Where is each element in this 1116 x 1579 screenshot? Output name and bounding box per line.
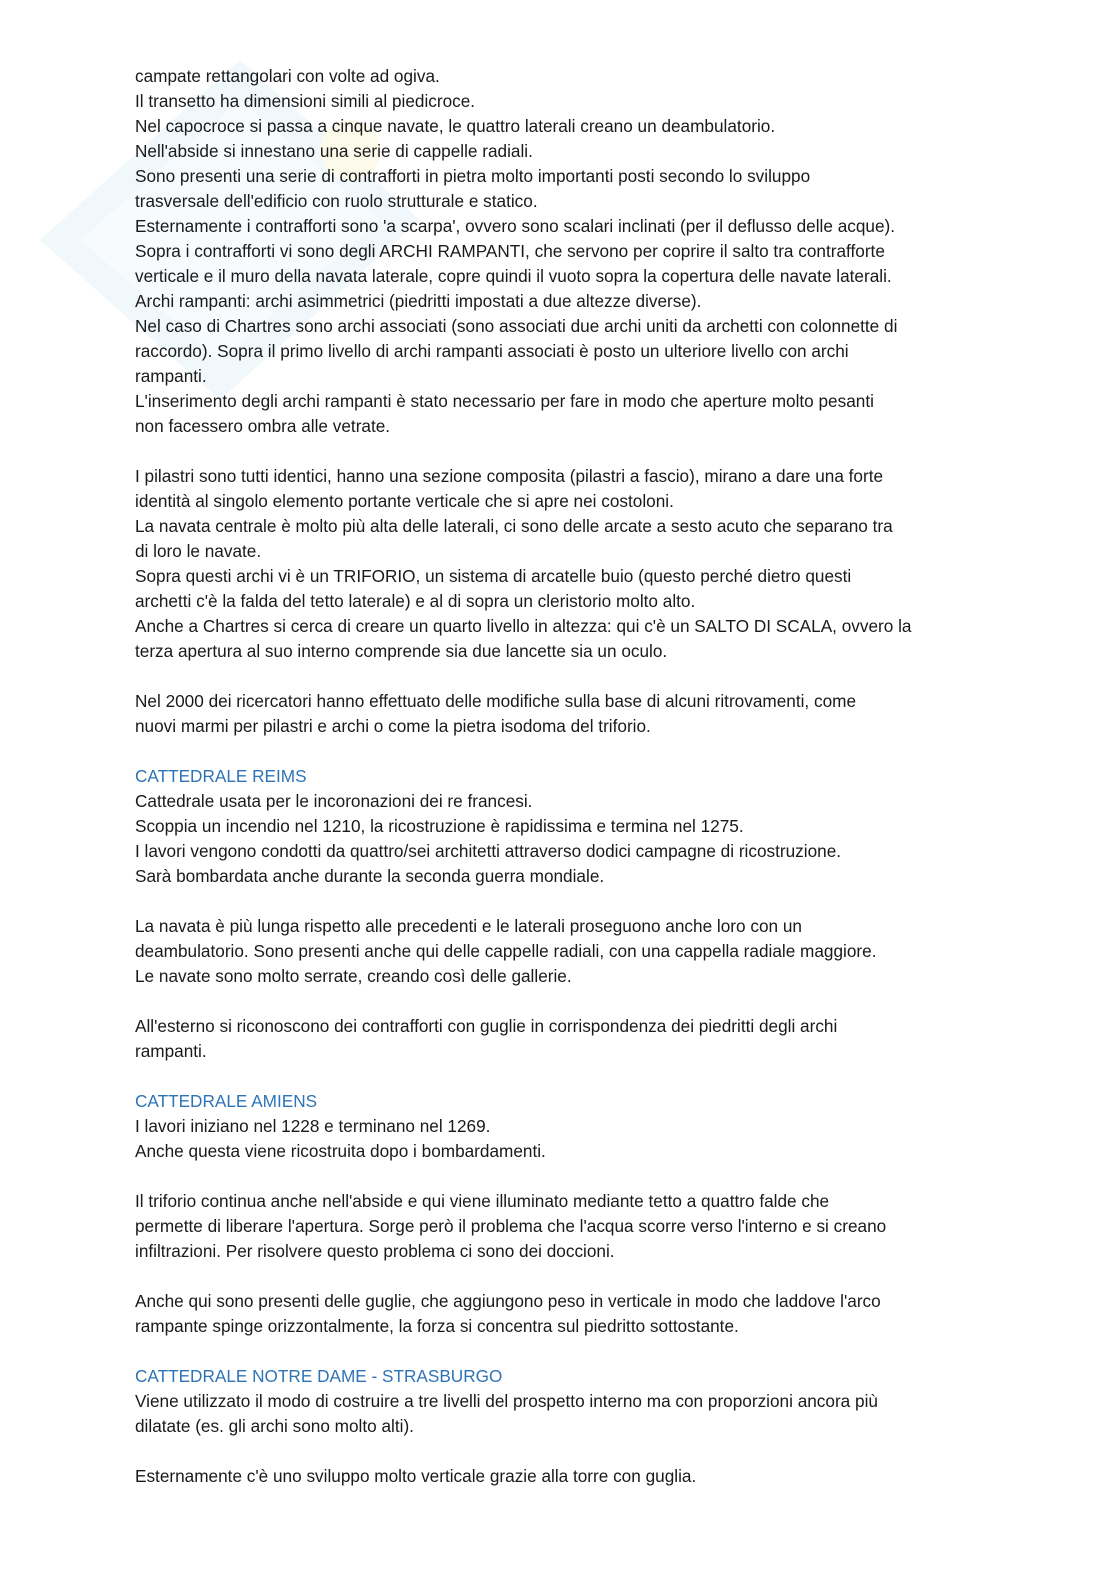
text-line: Nel 2000 dei ricercatori hanno effettuato delle modifiche sulla base di alcuni ritrovamenti, come xyxy=(135,691,857,711)
text-line: raccordo). Sopra il primo livello di archi rampanti associati è posto un ulteriore livello con archi xyxy=(135,341,849,361)
section-heading-reims: CATTEDRALE REIMS xyxy=(135,766,307,786)
text-line: nuovi marmi per pilastri e archi o come la pietra isodoma del triforio. xyxy=(135,716,651,736)
paragraph-gap xyxy=(135,1439,985,1464)
text-line: I pilastri sono tutti identici, hanno una sezione composita (pilastri a fascio), mirano a dare una forte xyxy=(135,466,884,486)
reims-section xyxy=(135,764,985,1064)
section-heading-strasburgo: CATTEDRALE NOTRE DAME - STRASBURGO xyxy=(135,1366,503,1386)
paragraph-gap xyxy=(135,1164,985,1189)
text-line: terza apertura al suo interno comprende sia due lancette sia un oculo. xyxy=(135,641,668,661)
restauro-paragraph xyxy=(135,689,985,739)
text-line: campate rettangolari con volte ad ogiva. xyxy=(135,66,440,86)
text-line: infiltrazioni. Per risolvere questo problema ci sono dei doccioni. xyxy=(135,1241,615,1261)
text-line: rampante spinge orizzontalmente, la forza si concentra sul piedritto sottostante. xyxy=(135,1316,739,1336)
paragraph-gap xyxy=(135,739,985,764)
text-line: Viene utilizzato il modo di costruire a tre livelli del prospetto interno ma con proporzioni ancora più xyxy=(135,1391,878,1411)
section-heading-amiens: CATTEDRALE AMIENS xyxy=(135,1091,318,1111)
text-line: archetti c'è la falda del tetto laterale) e al di sopra un cleristorio molto alto. xyxy=(135,591,696,611)
amiens-section xyxy=(135,1089,985,1339)
text-line: Nell'abside si innestano una serie di cappelle radiali. xyxy=(135,141,533,161)
text-line: L'inserimento degli archi rampanti è stato necessario per fare in modo che aperture molto pesanti xyxy=(135,391,874,411)
text-line: Anche a Chartres si cerca di creare un quarto livello in altezza: qui c'è un SALTO DI SCALA, ovvero la xyxy=(135,616,912,636)
text-line: La navata è più lunga rispetto alle precedenti e le laterali proseguono anche loro con un xyxy=(135,916,802,936)
text-line: Sarà bombardata anche durante la seconda guerra mondiale. xyxy=(135,866,605,886)
pilastri-paragraph xyxy=(135,464,985,664)
text-line: trasversale dell'edificio con ruolo strutturale e statico. xyxy=(135,191,538,211)
paragraph-gap xyxy=(135,439,985,464)
text-line: verticale e il muro della navata laterale, copre quindi il vuoto sopra la copertura delle navate laterali. xyxy=(135,266,892,286)
text-line: La navata centrale è molto più alta delle laterali, ci sono delle arcate a sesto acuto che separano tra xyxy=(135,516,893,536)
text-line: Le navate sono molto serrate, creando così delle gallerie. xyxy=(135,966,572,986)
strasburgo-section xyxy=(135,1364,985,1489)
text-line: Nel capocroce si passa a cinque navate, le quattro laterali creano un deambulatorio. xyxy=(135,116,776,136)
text-line: Scoppia un incendio nel 1210, la ricostruzione è rapidissima e termina nel 1275. xyxy=(135,816,744,836)
intro-block xyxy=(135,64,985,439)
text-line: I lavori vengono condotti da quattro/sei architetti attraverso dodici campagne di ricostruzione. xyxy=(135,841,842,861)
text-line: I lavori iniziano nel 1228 e terminano nel 1269. xyxy=(135,1116,491,1136)
paragraph-gap xyxy=(135,889,985,914)
text-line: Esternamente c'è uno sviluppo molto verticale grazie alla torre con guglia. xyxy=(135,1466,697,1486)
text-line: non facessero ombra alle vetrate. xyxy=(135,416,391,436)
text-line: dilatate (es. gli archi sono molto alti). xyxy=(135,1416,414,1436)
document-body xyxy=(135,64,985,1489)
text-line: Il transetto ha dimensioni simili al piedicroce. xyxy=(135,91,476,111)
paragraph-gap xyxy=(135,989,985,1014)
text-line: Anche qui sono presenti delle guglie, che aggiungono peso in verticale in modo che laddove l'arco xyxy=(135,1291,881,1311)
text-line: deambulatorio. Sono presenti anche qui delle cappelle radiali, con una cappella radiale maggiore. xyxy=(135,941,877,961)
text-line: permette di liberare l'apertura. Sorge però il problema che l'acqua scorre verso l'interno e si creano xyxy=(135,1216,887,1236)
text-line: Sopra i contrafforti vi sono degli ARCHI RAMPANTI, che servono per coprire il salto tra contrafforte xyxy=(135,241,885,261)
text-line: rampanti. xyxy=(135,1041,207,1061)
paragraph-gap xyxy=(135,1339,985,1364)
text-line: identità al singolo elemento portante verticale che si apre nei costoloni. xyxy=(135,491,674,511)
paragraph-gap xyxy=(135,1064,985,1089)
text-line: Archi rampanti: archi asimmetrici (piedritti impostati a due altezze diverse). xyxy=(135,291,702,311)
text-line: di loro le navate. xyxy=(135,541,262,561)
paragraph-gap xyxy=(135,1264,985,1289)
text-line: Anche questa viene ricostruita dopo i bombardamenti. xyxy=(135,1141,546,1161)
text-line: rampanti. xyxy=(135,366,207,386)
text-line: Esternamente i contrafforti sono 'a scarpa', ovvero sono scalari inclinati (per il deflusso delle acque). xyxy=(135,216,896,236)
text-line: Nel caso di Chartres sono archi associati (sono associati due archi uniti da archetti con colonnette di xyxy=(135,316,898,336)
text-line: Sono presenti una serie di contrafforti in pietra molto importanti posti secondo lo sviluppo xyxy=(135,166,811,186)
paragraph-gap xyxy=(135,664,985,689)
text-line: All'esterno si riconoscono dei contrafforti con guglie in corrispondenza dei piedritti degli archi xyxy=(135,1016,838,1036)
text-line: Sopra questi archi vi è un TRIFORIO, un sistema di arcatelle buio (questo perché dietro questi xyxy=(135,566,852,586)
text-line: Cattedrale usata per le incoronazioni dei re francesi. xyxy=(135,791,533,811)
text-line: Il triforio continua anche nell'abside e qui viene illuminato mediante tetto a quattro falde che xyxy=(135,1191,830,1211)
